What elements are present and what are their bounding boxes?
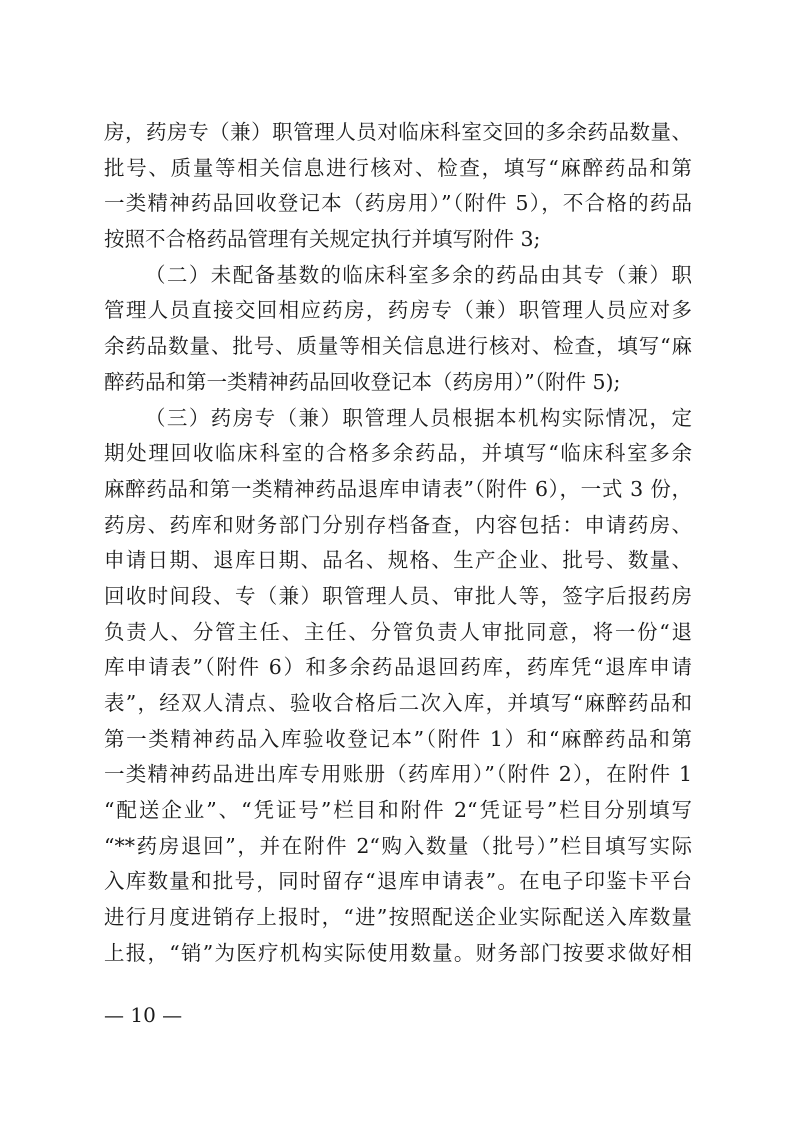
text-line-2: 批号、质量等相关信息进行核对、检查，填写“麻醉药品和第 [104,155,692,180]
text-line-1: 房，药房专（兼）职管理人员对临床科室交回的多余药品数量、 [104,120,692,144]
text-line-5: （二）未配备基数的临床科室多余的药品由其专（兼）职 [145,262,692,287]
text-line-16: 库申请表”（附件 6）和多余药品退回药库，药库凭“退库申请 [104,655,692,680]
text-line-12: 药房、药库和财务部门分别存档备查，内容包括：申请药房、 [104,512,692,537]
text-line-6: 管理人员直接交回相应药房，药房专（兼）职管理人员应对多 [104,298,692,323]
text-line-3: 一类精神药品回收登记本（药房用）”（附件 5），不合格的药品 [104,191,692,216]
text-line-13: 申请日期、退库日期、品名、规格、生产企业、批号、数量、 [104,548,692,573]
page-number: — 10 — [104,1003,183,1027]
text-line-15: 负责人、分管主任、主任、分管负责人审批同意，将一份“退 [104,619,692,644]
text-line-20: “配送企业”、“凭证号”栏目和附件 2“凭证号”栏目分别填写 [104,798,692,823]
text-line-7: 余药品数量、批号、质量等相关信息进行核对、检查，填写“麻 [104,334,692,359]
text-line-18: 第一类精神药品入库验收登记本”（附件 1）和“麻醉药品和第 [104,726,692,751]
body-text [104,115,692,972]
text-line-9: （三）药房专（兼）职管理人员根据本机构实际情况，定 [145,405,692,430]
text-line-19: 一类精神药品进出库专用账册（药库用）”（附件 2），在附件 1 [104,762,692,787]
text-line-21: “**药房退回”，并在附件 2“购入数量（批号）”栏目填写实际 [104,833,692,858]
text-line-14: 回收时间段、专（兼）职管理人员、审批人等，签字后报药房 [104,583,692,608]
text-line-11: 麻醉药品和第一类精神药品退库申请表”（附件 6），一式 3 份， [104,476,692,501]
text-line-4: 按照不合格药品管理有关规定执行并填写附件 3; [104,227,541,252]
text-line-10: 期处理回收临床科室的合格多余药品，并填写“临床科室多余 [104,441,692,466]
text-line-17: 表”，经双人清点、验收合格后二次入库，并填写“麻醉药品和 [104,691,692,715]
text-line-8: 醉药品和第一类精神药品回收登记本（药房用）”（附件 5); [104,369,621,394]
text-line-24: 上报，“销”为医疗机构实际使用数量。财务部门按要求做好相 [104,940,692,965]
text-line-23: 进行月度进销存上报时，“进”按照配送企业实际配送入库数量 [104,905,692,930]
text-line-22: 入库数量和批号，同时留存“退库申请表”。在电子印鉴卡平台 [104,869,692,894]
